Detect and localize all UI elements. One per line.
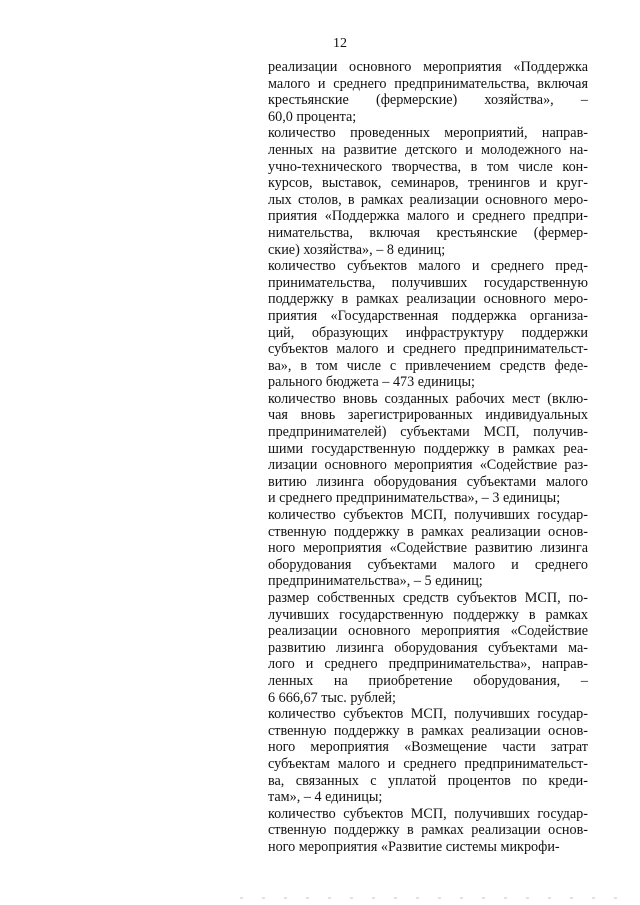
text-line: приятия «Государственная поддержка организа-	[268, 307, 588, 324]
text-line: ственную поддержку в рамках реализации основ-	[268, 523, 588, 540]
text-line: поддержку в рамках реализации основного меро-	[268, 291, 588, 308]
text-line: учно-технического творчества, в том числе кон-	[268, 158, 588, 175]
text-line: и среднего предпринимательства», – 3 единицы;	[268, 490, 561, 507]
text-line: там», – 4 единицы;	[268, 789, 383, 806]
text-line: ного мероприятия «Содействие развитию лизинга	[268, 540, 588, 557]
paragraph	[268, 590, 588, 706]
text-line: реализации основного мероприятия «Поддержка	[268, 59, 588, 75]
text-line: 60,0 процента;	[268, 108, 357, 125]
text-line: количество субъектов МСП, получивших государ-	[268, 805, 588, 822]
text-column	[268, 59, 588, 856]
text-line: ленных на приобретение оборудования, –	[268, 672, 588, 689]
text-line: крестьянские (фермерские) хозяйства», –	[268, 92, 588, 109]
text-line: ственную поддержку в рамках реализации основ-	[268, 822, 588, 839]
paragraph	[268, 258, 588, 391]
text-line: приятия «Поддержка малого и среднего предпри-	[268, 208, 588, 225]
paragraph	[268, 706, 588, 806]
text-line: размер собственных средств субъектов МСП, по-	[268, 590, 588, 606]
text-line: рального бюджета – 473 единицы;	[268, 374, 475, 391]
text-line: количество субъектов МСП, получивших государ-	[268, 706, 588, 723]
text-line: ленных на развитие детского и молодежного на-	[268, 141, 588, 158]
paragraph	[268, 391, 588, 507]
text-line: развитию лизинга оборудования субъектами ма-	[268, 639, 588, 656]
text-line: оборудования субъектами малого и среднего	[268, 556, 588, 573]
text-line: ва», в том числе с привлечением средств феде-	[268, 357, 588, 374]
paragraph	[268, 59, 588, 125]
text-line: лизации основного мероприятия «Содействие раз-	[268, 457, 588, 474]
text-line: ва, связанных с уплатой процентов по креди-	[268, 772, 588, 789]
text-line: количество субъектов малого и среднего пред-	[268, 258, 588, 275]
paragraph	[268, 806, 588, 856]
text-line: витию лизинга оборудования субъектами малого	[268, 473, 588, 490]
text-line: нимательства, включая крестьянские (фермер-	[268, 224, 588, 241]
text-line: лых столов, в рамках реализации основного меро-	[268, 191, 588, 208]
scan-artifact	[240, 897, 620, 899]
text-line: ские) хозяйства», – 8 единиц;	[268, 241, 446, 258]
text-line: чая вновь зарегистрированных индивидуальных	[268, 407, 588, 424]
text-line: принимательства, получивших государственную	[268, 274, 588, 291]
text-line: лого и среднего предпринимательства», направ-	[268, 656, 588, 673]
page-number: 12	[333, 36, 347, 51]
text-line: реализации основного мероприятия «Содействие	[268, 623, 588, 640]
text-line: субъектов малого и среднего предпринимательст-	[268, 341, 588, 358]
paragraph	[268, 507, 588, 590]
text-line: субъектам малого и среднего предпринимательст-	[268, 755, 588, 772]
text-line: количество вновь созданных рабочих мест (вклю-	[268, 390, 588, 407]
text-line: ственную поддержку в рамках реализации основ-	[268, 722, 588, 739]
text-line: количество субъектов МСП, получивших государ-	[268, 507, 588, 524]
text-line: ций, образующих инфраструктуру поддержки	[268, 324, 588, 341]
text-line: курсов, выставок, семинаров, тренингов и круг-	[268, 175, 588, 192]
text-line: ного мероприятия «Развитие системы микрофи-	[268, 838, 560, 855]
text-line: шими государственную поддержку в рамках реа-	[268, 440, 588, 457]
text-line: предпринимателей) субъектами МСП, получив-	[268, 424, 588, 441]
text-line: предпринимательства», – 5 единиц;	[268, 573, 483, 590]
paragraph	[268, 125, 588, 258]
text-line: 6 666,67 тыс. рублей;	[268, 689, 396, 706]
text-line: ного мероприятия «Возмещение части затрат	[268, 739, 588, 756]
text-line: малого и среднего предпринимательства, включая	[268, 75, 588, 92]
text-line: количество проведенных мероприятий, направ-	[268, 125, 588, 142]
text-line: лучивших государственную поддержку в рамках	[268, 606, 588, 623]
